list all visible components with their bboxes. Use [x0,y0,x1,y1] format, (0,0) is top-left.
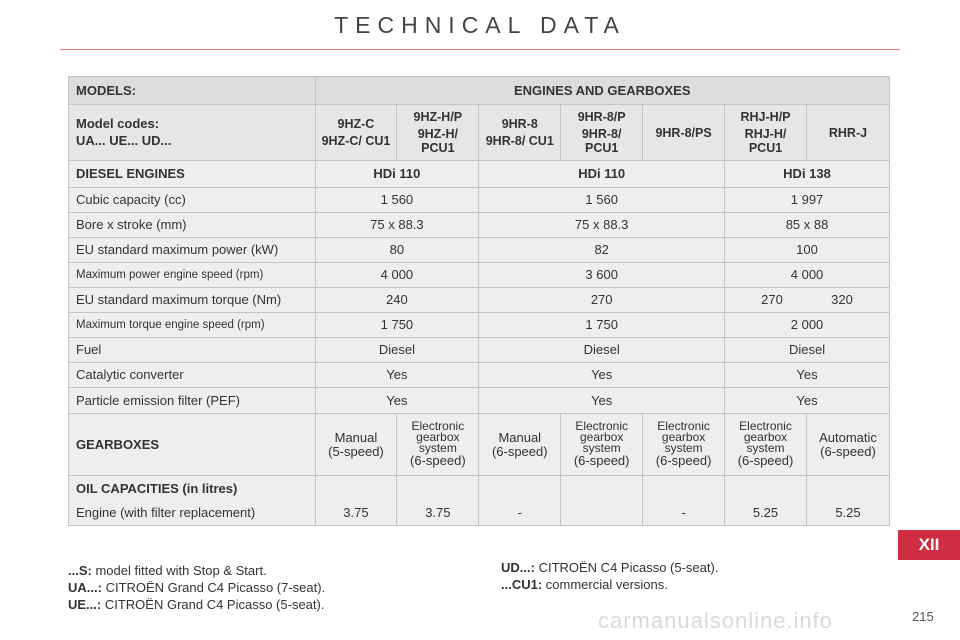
gearbox-type: gearbox [579,430,624,444]
gearbox-type: system [664,441,703,455]
oil-value: 5.25 [725,476,807,526]
gearbox-type: Manual [334,429,378,445]
models-header-row [69,77,890,105]
spec-value: 1 560 [479,188,725,213]
oil-engine-label: Engine (with filter replacement) [69,502,316,526]
technical-data-table [68,76,890,526]
gearbox-type: gearbox [743,430,788,444]
oil-value: - [479,476,561,526]
spec-value: 4 000 [725,263,890,288]
gearbox-speed: (6-speed) [410,453,466,468]
spec-value: Diesel [479,338,725,363]
spec-value: 3 600 [479,263,725,288]
engine-name: HDi 110 [479,161,725,188]
footnote [501,559,718,576]
oil-capacities-row [69,476,890,502]
spec-value: 270 [761,292,783,307]
spec-value: 75 x 88.3 [315,213,479,238]
gearbox-cell [806,414,889,476]
oil-value: 3.75 [315,476,397,526]
model-code: 9HR-8 [501,117,538,131]
engine-name: HDi 110 [315,161,479,188]
chapter-tab: XII [898,530,960,560]
footnote-text: model fitted with Stop & Start. [91,563,267,578]
spec-value: 4 000 [315,263,479,288]
spec-value: Diesel [725,338,890,363]
gearbox-type: Electronic [657,419,710,433]
gearbox-type: Manual [498,429,542,445]
footnote [68,562,325,579]
gearbox-cell [561,414,643,476]
spec-label: Fuel [69,338,316,363]
model-code: 9HZ-H/P [413,110,463,124]
spec-value: Diesel [315,338,479,363]
diesel-engines-label: DIESEL ENGINES [69,161,316,188]
spec-label: Particle emission filter (PEF) [69,388,316,414]
footnote-key: ...S: [68,563,92,578]
spec-value-pair [725,288,890,313]
footnote-key: ...CU1: [501,577,543,592]
model-code-variant: RHJ-H/ PCU1 [744,127,787,155]
footnote-text: CITROËN Grand C4 Picasso (7-seat). [101,580,326,595]
gearbox-speed: (6-speed) [737,453,794,468]
gearbox-speed: (6-speed) [491,443,548,459]
model-codes-variants: UA... UE... UD... [76,133,172,148]
spec-label: EU standard maximum torque (Nm) [69,288,316,313]
title-divider [60,49,900,50]
spec-value: Yes [315,363,479,388]
page-number: 215 [912,609,934,624]
model-codes-label [69,105,316,161]
footnote [501,576,718,593]
spec-label: EU standard maximum power (kW) [69,238,316,263]
model-codes-row [69,105,890,161]
gearbox-type: Automatic [819,429,877,445]
spec-value: 1 997 [725,188,890,213]
engines-gearboxes-label: ENGINES AND GEARBOXES [315,77,890,105]
spec-row [69,313,890,338]
spec-value: 2 000 [725,313,890,338]
footnote-key: UE...: [68,597,102,612]
spec-row [69,288,890,313]
gearbox-type: gearbox [416,430,460,444]
model-code: 9HR-8/PS [655,125,712,140]
gearbox-type: system [582,441,621,455]
oil-value: 5.25 [806,476,889,526]
gearbox-type: system [746,441,785,455]
spec-value: 1 750 [315,313,479,338]
gearboxes-row [69,414,890,476]
spec-value: 270 [479,288,725,313]
footnote-key: UA...: [68,580,102,595]
model-code-cell [315,105,397,161]
model-code-variant: 9HR-8/ PCU1 [581,127,622,155]
footnotes-left [68,562,325,613]
model-code-variant: 9HZ-C/ CU1 [321,134,391,148]
model-code-cell [479,105,561,161]
model-code: 9HR-8/P [577,110,626,124]
spec-value: Yes [315,388,479,414]
footnote-text: CITROËN Grand C4 Picasso (5-seat). [101,597,325,612]
spec-value: 75 x 88.3 [479,213,725,238]
footnote [68,596,325,613]
spec-value: 85 x 88 [725,213,890,238]
footnotes-right [501,559,718,593]
spec-label: Bore x stroke (mm) [69,213,316,238]
model-code-cell [725,105,807,161]
gearbox-type: gearbox [661,430,706,444]
gearbox-speed: (6-speed) [573,453,630,468]
model-code-variant: 9HZ-H/ PCU1 [417,127,458,155]
gearbox-cell [397,414,479,476]
gearbox-cell [643,414,725,476]
spec-value: 320 [831,292,853,307]
gearbox-speed: (5-speed) [328,443,384,459]
diesel-engines-row [69,161,890,188]
gearbox-speed: (6-speed) [655,453,712,468]
spec-value: 1 560 [315,188,479,213]
oil-value [561,476,643,526]
spec-value: Yes [725,363,890,388]
spec-row [69,338,890,363]
footnote-text: commercial versions. [542,577,668,592]
spec-label: Catalytic converter [69,363,316,388]
spec-label: Maximum power engine speed (rpm) [69,263,316,288]
gearbox-type: system [418,441,457,455]
spec-value: Yes [479,363,725,388]
spec-value: 240 [315,288,479,313]
model-code-cell [643,105,725,161]
model-code: RHR-J [828,125,868,140]
model-code: RHJ-H/P [740,110,791,124]
engine-name: HDi 138 [725,161,890,188]
model-code-cell [397,105,479,161]
spec-row [69,238,890,263]
model-code-cell [561,105,643,161]
spec-value: Yes [725,388,890,414]
gearbox-type: Electronic [411,419,465,433]
watermark: carmanualsonline.info [598,608,834,633]
page-title: TECHNICAL DATA [334,12,626,38]
oil-capacities-label: OIL CAPACITIES (in litres) [69,476,316,502]
spec-row [69,213,890,238]
model-code-variant: 9HR-8/ CU1 [485,134,554,148]
oil-value: 3.75 [397,476,479,526]
spec-label: Maximum torque engine speed (rpm) [69,313,316,338]
spec-label: Cubic capacity (cc) [69,188,316,213]
model-codes-title: Model codes: [76,116,160,131]
gearbox-speed: (6-speed) [820,443,876,459]
spec-row [69,188,890,213]
models-label: MODELS: [69,77,316,105]
gearbox-type: Electronic [575,419,628,433]
spec-value: 80 [315,238,479,263]
spec-value: 100 [725,238,890,263]
spec-row [69,263,890,288]
spec-row [69,363,890,388]
oil-value: - [643,476,725,526]
gearbox-cell [725,414,807,476]
spec-value: 1 750 [479,313,725,338]
spec-value: Yes [479,388,725,414]
footnote-text: CITROËN C4 Picasso (5-seat). [534,560,719,575]
footnote [68,579,325,596]
gearbox-cell [315,414,397,476]
spec-row [69,388,890,414]
gearboxes-label: GEARBOXES [69,414,316,476]
model-code: 9HZ-C [337,117,375,131]
footnote-key: UD...: [501,560,535,575]
spec-value: 82 [479,238,725,263]
model-code-cell [806,105,889,161]
gearbox-cell [479,414,561,476]
gearbox-type: Electronic [739,419,792,433]
